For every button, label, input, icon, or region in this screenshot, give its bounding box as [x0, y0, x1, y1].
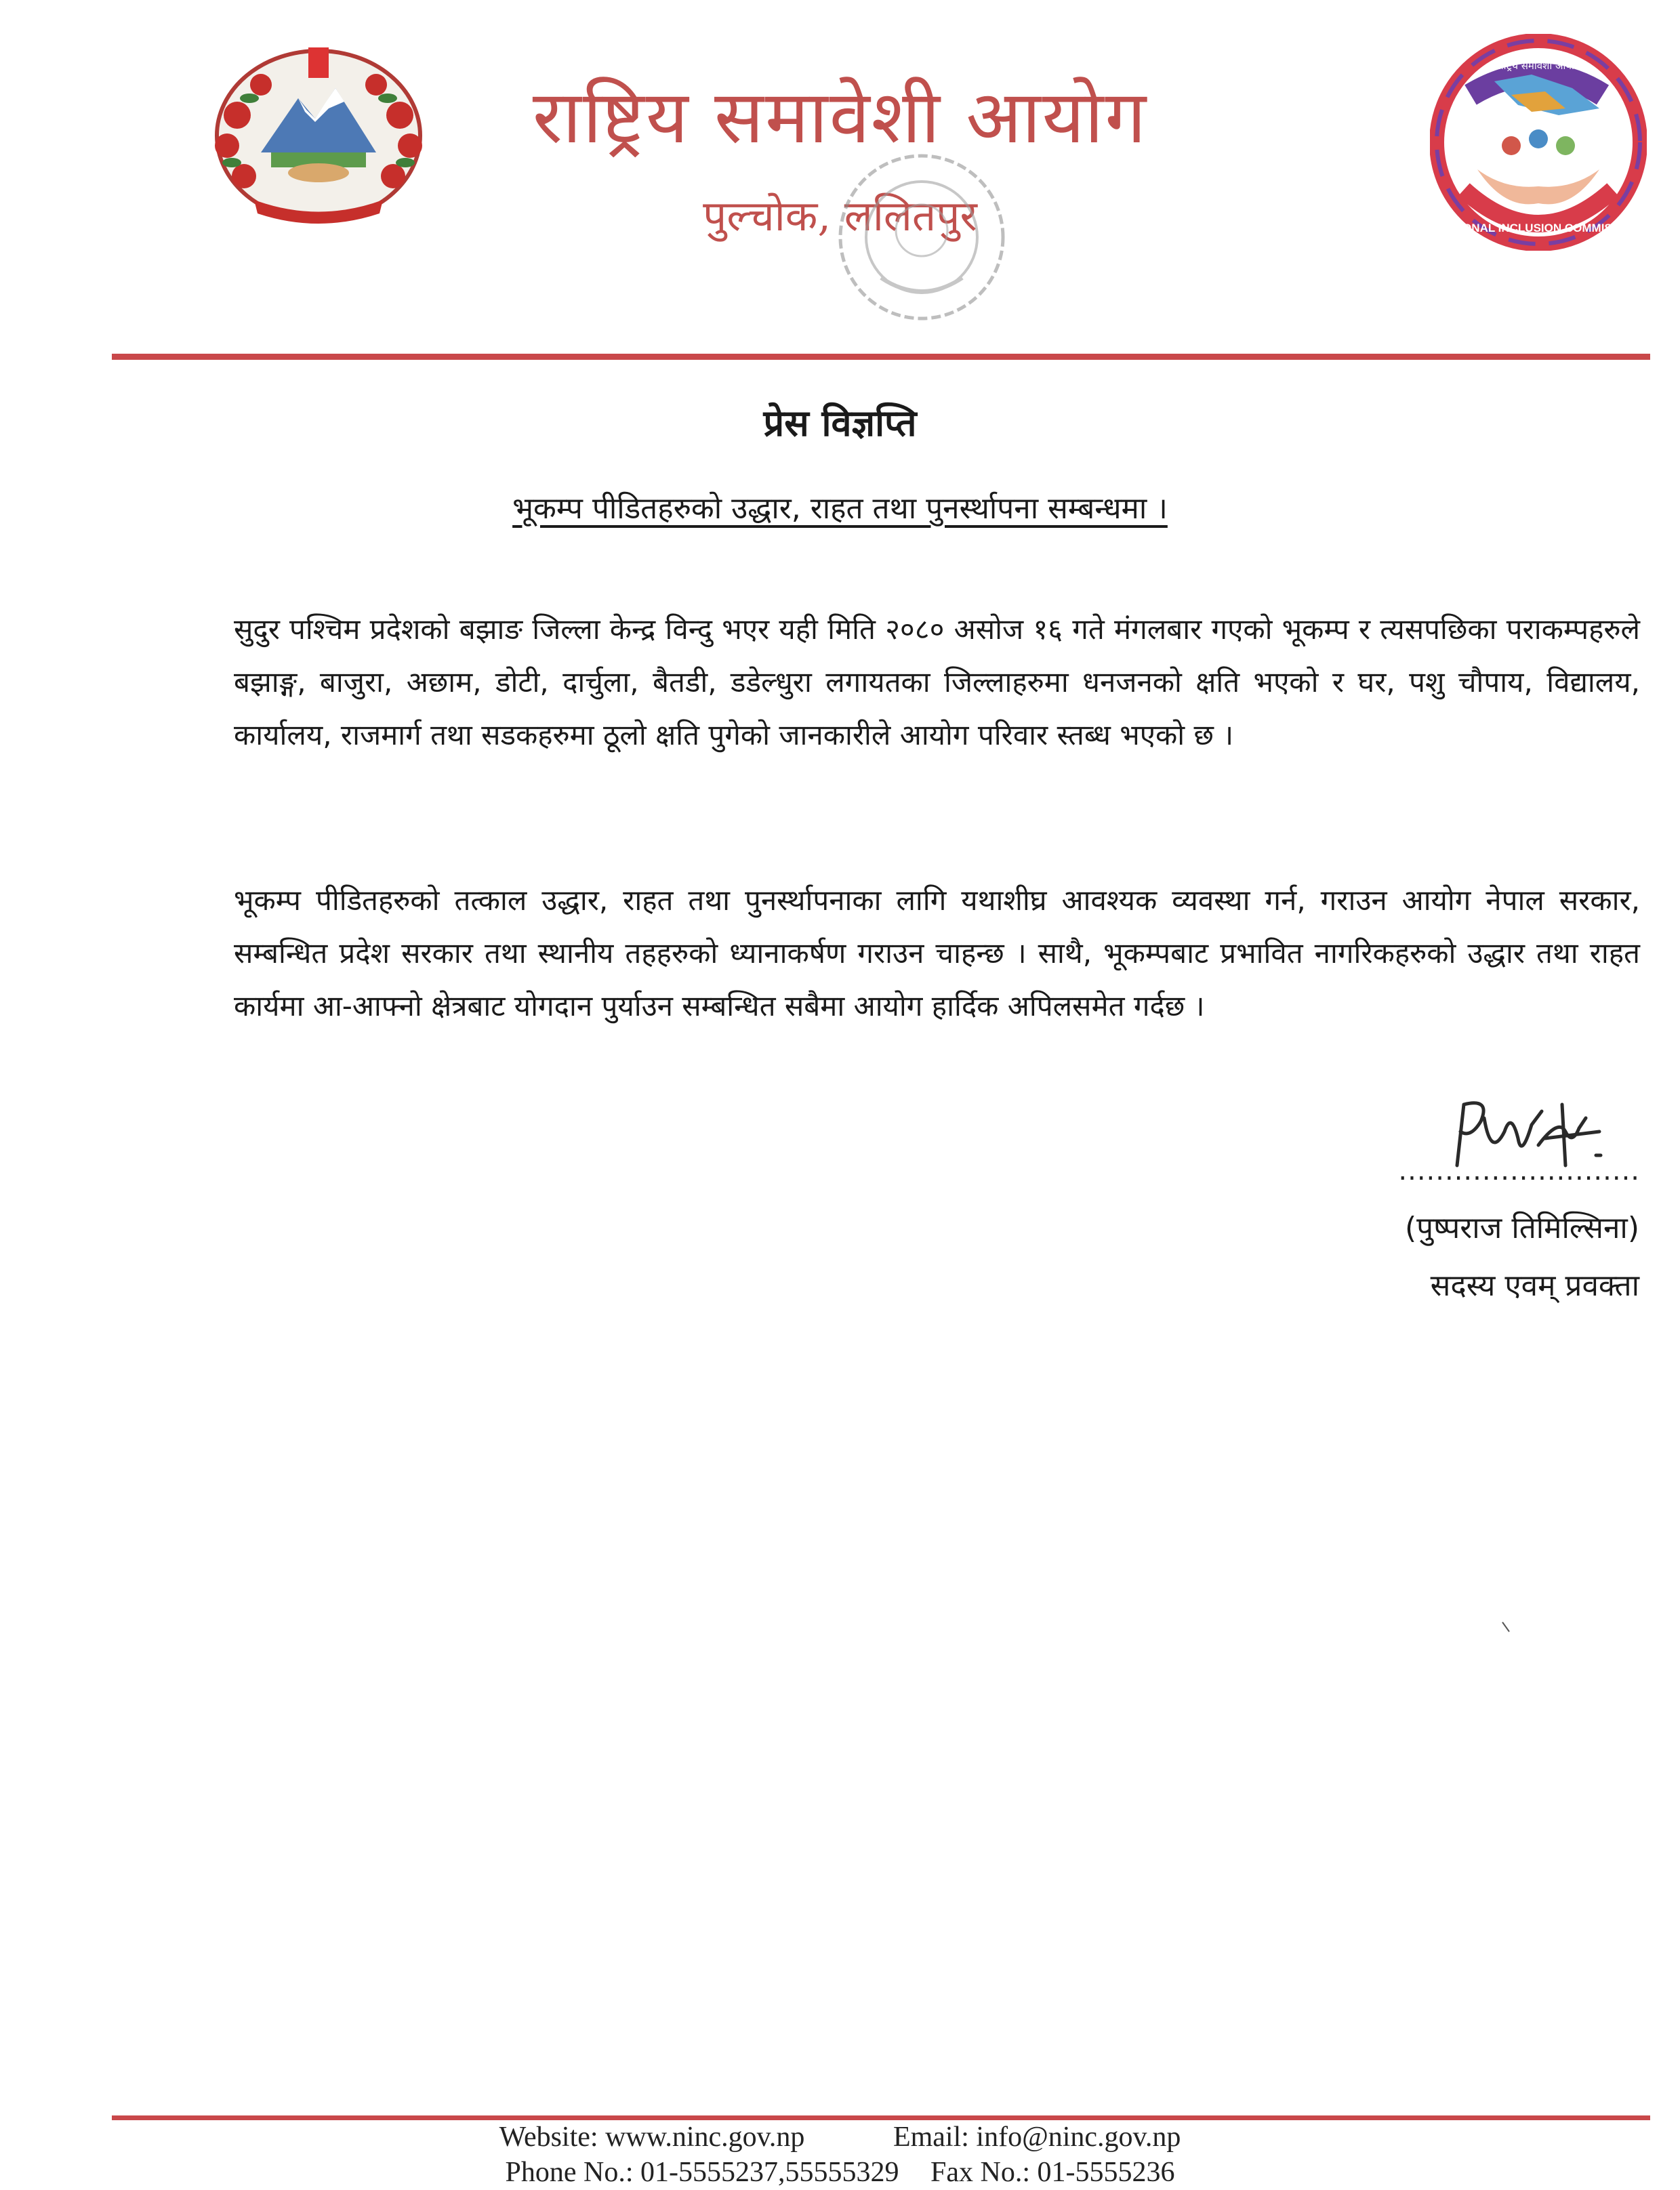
header-divider — [112, 354, 1650, 360]
footer-phone: Phone No.: 01-5555237,55555329 — [505, 2157, 899, 2188]
logo-text-top: राष्ट्रिय समावेशी आयोग — [1496, 60, 1580, 72]
paragraph-1: सुदुर पश्चिम प्रदेशको बझाङ जिल्ला केन्द्र विन्दु भएर यही मिति २०८० असोज १६ गते मंगलबार गएको भूकम्प र त्यसपछिका पराकम्पहरुले बझाङ्ग, बाजुरा, अछाम, डोटी, दार्चुला, बैतडी, डडेल्धुरा लगायतका जिल्लाहरुमा धनजनको क्षति भएको र घर, पशु चौपाय, विद्यालय, कार्यालय, राजमार्ग तथा सडकहरुमा ठूलो क्षति पुगेको जानकारीले आयोग परिवार स्तब्ध भएको छ । — [234, 613, 1640, 751]
footer-email: Email: info@ninc.gov.np — [893, 2122, 1181, 2153]
logo-text-bottom: NATIONAL INCLUSION COMMISSION — [1436, 222, 1641, 234]
paragraph-2: भूकम्प पीडितहरुको तत्काल उद्धार, राहत तथा पुनर्स्थापनाका लागि यथाशीघ्र आवश्यक व्यवस्था गर्न, गराउन आयोग नेपाल सरकार, सम्बन्धित प्रदेश सरकार तथा स्थानीय तहहरुको ध्यानाकर्षण गराउन चाहन्छ । साथै, भूकम्पबाट प्रभावित नागरिकहरुको उद्धार तथा राहत कार्यमा आ-आफ्नो क्षेत्रबाट योगदान पुर्याउन सम्बन्धित सबैमा आयोग हार्दिक अपिलसमेत गर्दछ । — [234, 884, 1640, 1022]
signature-line: .......................... — [1398, 1155, 1640, 1186]
scan-mark — [1501, 1621, 1511, 1633]
footer-website: Website: www.ninc.gov.np — [499, 2122, 805, 2153]
signatory-title: सदस्य एवम् प्रवक्ता — [1430, 1268, 1639, 1303]
page-title: प्रेस विज्ञप्ति — [763, 402, 917, 445]
footer — [0, 2120, 1680, 2190]
organization-name: राष्ट्रिय समावेशी आयोग — [532, 75, 1148, 160]
national-inclusion-commission-logo-icon — [1430, 34, 1647, 251]
organization-location: पुल्चोक, ललितपुर — [703, 191, 977, 241]
subject-text: भूकम्प पीडितहरुको उद्धार, राहत तथा पुनर्स्थापना सम्बन्धमा । — [512, 491, 1168, 526]
subject-line — [0, 487, 1680, 527]
signatory-name: (पुष्पराज तिमिल्सिना) — [1404, 1211, 1639, 1245]
official-stamp-icon — [806, 136, 1037, 339]
footer-fax: Fax No.: 01-5555236 — [930, 2157, 1175, 2188]
